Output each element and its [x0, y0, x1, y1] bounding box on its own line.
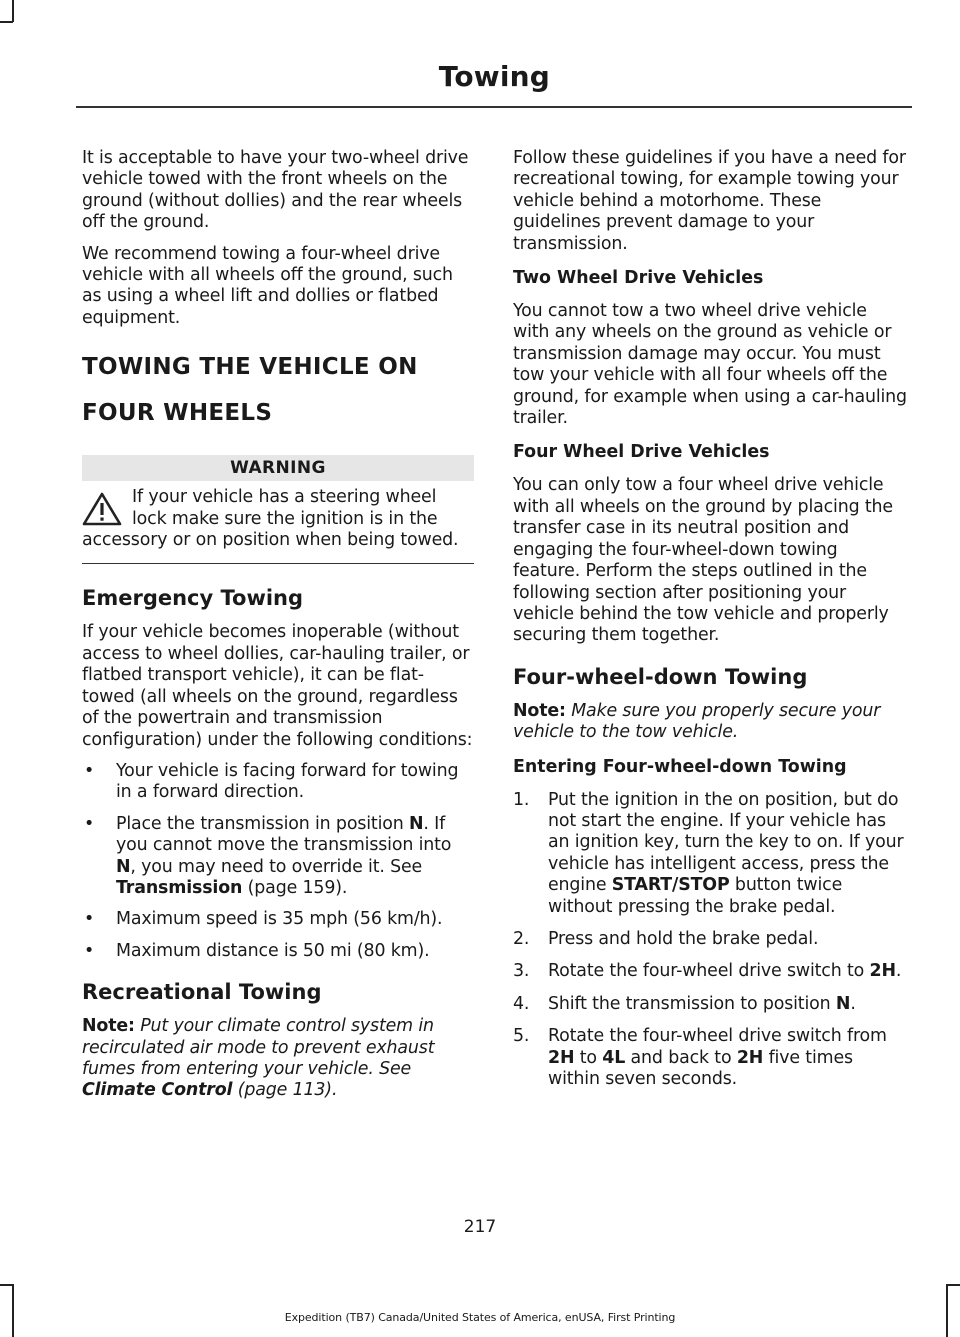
list-item [513, 929, 907, 950]
footer-text: Expedition (TB7) Canada/United States of America, enUSA, First Printing [284, 1311, 676, 1324]
mode-name: 2H [548, 1047, 575, 1068]
subsection-title: Four-wheel-down Towing [513, 664, 808, 689]
note-text: Put your climate control system in recirculated air mode to prevent exhaust fumes from entering your vehicle. See [82, 1016, 435, 1079]
note-text: Make sure you properly secure your vehicle to the tow vehicle. [513, 700, 881, 743]
page-reference: (page 113). [232, 1080, 338, 1101]
step-text: and back to [625, 1047, 737, 1068]
step-number: 2. [513, 928, 530, 949]
step-number: 3. [513, 961, 530, 982]
subsection-title: Recreational Towing [82, 980, 322, 1005]
warning-box [82, 455, 474, 564]
step-text: button twice without pressing the brake pedal. [548, 875, 843, 917]
list-item-text: . If you cannot move the transmission into [116, 813, 452, 856]
step-number: 4. [513, 993, 530, 1014]
gear-position: N [409, 813, 424, 834]
warning-label: WARNING [82, 455, 474, 481]
step-text: . [850, 993, 856, 1014]
list-item [513, 1026, 907, 1090]
right-column [513, 148, 907, 1101]
paragraph: You cannot tow a two wheel drive vehicle with any wheels on the ground as vehicle or transmission damage may occur. You must tow your vehicle with all four wheels off the ground, for example when using a car-hauling trailer. [513, 301, 907, 429]
step-text: Shift the transmission to position [548, 993, 836, 1014]
list-item [513, 790, 907, 918]
step-text: five times within seven seconds. [548, 1047, 853, 1089]
list-item-text: Maximum speed is 35 mph (56 km/h). [116, 909, 443, 930]
list-item [82, 941, 474, 962]
subsection-title: Emergency Towing [82, 586, 304, 611]
page-reference: (page 159). [242, 877, 348, 898]
paragraph: It is acceptable to have your two-wheel drive vehicle towed with the front wheels on the ground (without dollies) and the rear wheels off the ground. [82, 148, 469, 233]
list-item-text: Your vehicle is facing forward for towing in a forward direction. [116, 760, 459, 803]
list-item [513, 994, 907, 1015]
step-text: . [895, 961, 902, 982]
list-item [82, 814, 474, 900]
paragraph: Follow these guidelines if you have a need for recreational towing, for example towing your vehicle behind a motorhome. These guidelines prevent damage to your transmission. [513, 148, 906, 254]
step-text: Rotate the four-wheel drive switch from [548, 1026, 887, 1047]
crop-mark [946, 1284, 960, 1286]
paragraph: If your vehicle becomes inoperable (without access to wheel dollies, car-hauling trailer, or flatbed transport vehicle), it can be flat-towed (all wheels on the ground, regardless of the powertrain and transmission configuration) under the following conditions: [82, 622, 473, 750]
left-column [82, 148, 474, 1112]
transmission-link[interactable]: Transmission [116, 877, 243, 898]
list-item [82, 761, 474, 804]
conditions-list [82, 761, 474, 962]
page-header-title: Towing [438, 60, 550, 93]
paragraph: We recommend towing a four-wheel drive vehicle with all wheels off the ground, such as using a wheel lift and dollies or flatbed equipment. [82, 243, 453, 328]
list-item-text: Place the transmission in position [116, 813, 409, 834]
mode-name: 2H [869, 961, 896, 982]
section-title-line: TOWING THE VEHICLE ON [82, 354, 418, 381]
step-number: 1. [513, 789, 530, 810]
crop-mark [12, 0, 14, 22]
header-divider [76, 106, 912, 108]
section-title-line: FOUR WHEELS [82, 400, 273, 427]
note-label: Note: [513, 700, 566, 721]
list-item [82, 909, 474, 930]
gear-position: N [116, 856, 131, 877]
step-number: 5. [513, 1026, 530, 1047]
list-item-text: Maximum distance is 50 mi (80 km). [116, 940, 430, 961]
warning-body [82, 487, 474, 564]
climate-control-link[interactable]: Climate Control [82, 1080, 233, 1101]
subsection-title: Entering Four-wheel-down Towing [513, 756, 847, 777]
note [513, 701, 907, 744]
bullet-marker: • [84, 760, 95, 781]
gear-position: N [835, 993, 851, 1014]
bullet-marker: • [84, 909, 95, 930]
list-item [513, 961, 907, 982]
steps-list [513, 790, 907, 1091]
subsection-title: Two Wheel Drive Vehicles [513, 268, 764, 289]
step-text: to [574, 1047, 603, 1068]
subsection-title: Four Wheel Drive Vehicles [513, 442, 770, 463]
step-text: Rotate the four-wheel drive switch to [548, 961, 870, 982]
warning-text: If your vehicle has a steering wheel lock make sure the ignition is in the accessory or on position when being towed. [82, 487, 459, 551]
bullet-marker: • [84, 940, 95, 961]
note [82, 1016, 474, 1102]
list-item-text: , you may need to override it. See [130, 856, 423, 877]
step-text: Press and hold the brake pedal. [548, 928, 819, 949]
page-number: 217 [463, 1217, 497, 1237]
note-label: Note: [82, 1016, 135, 1037]
step-text: Put the ignition in the on position, but do not start the engine. If your vehicle has an ignition key, turn the key to on. If your vehicle has intelligent access, press the engine [548, 789, 904, 896]
warning-triangle-icon [82, 491, 122, 527]
crop-mark [0, 21, 13, 23]
section-title [82, 351, 474, 429]
paragraph: You can only tow a four wheel drive vehicle with all wheels on the ground by placing the transfer case in its neutral position and engaging the four-wheel-down towing feature. Perform the steps outlined in the following section after positioning your vehicle behind the tow vehicle and properly securing them together. [513, 475, 893, 646]
mode-name: 4L [602, 1047, 626, 1068]
mode-name: 2H [736, 1047, 764, 1068]
button-name: START/STOP [611, 875, 730, 896]
bullet-marker: • [84, 813, 95, 834]
crop-mark [0, 1284, 14, 1286]
